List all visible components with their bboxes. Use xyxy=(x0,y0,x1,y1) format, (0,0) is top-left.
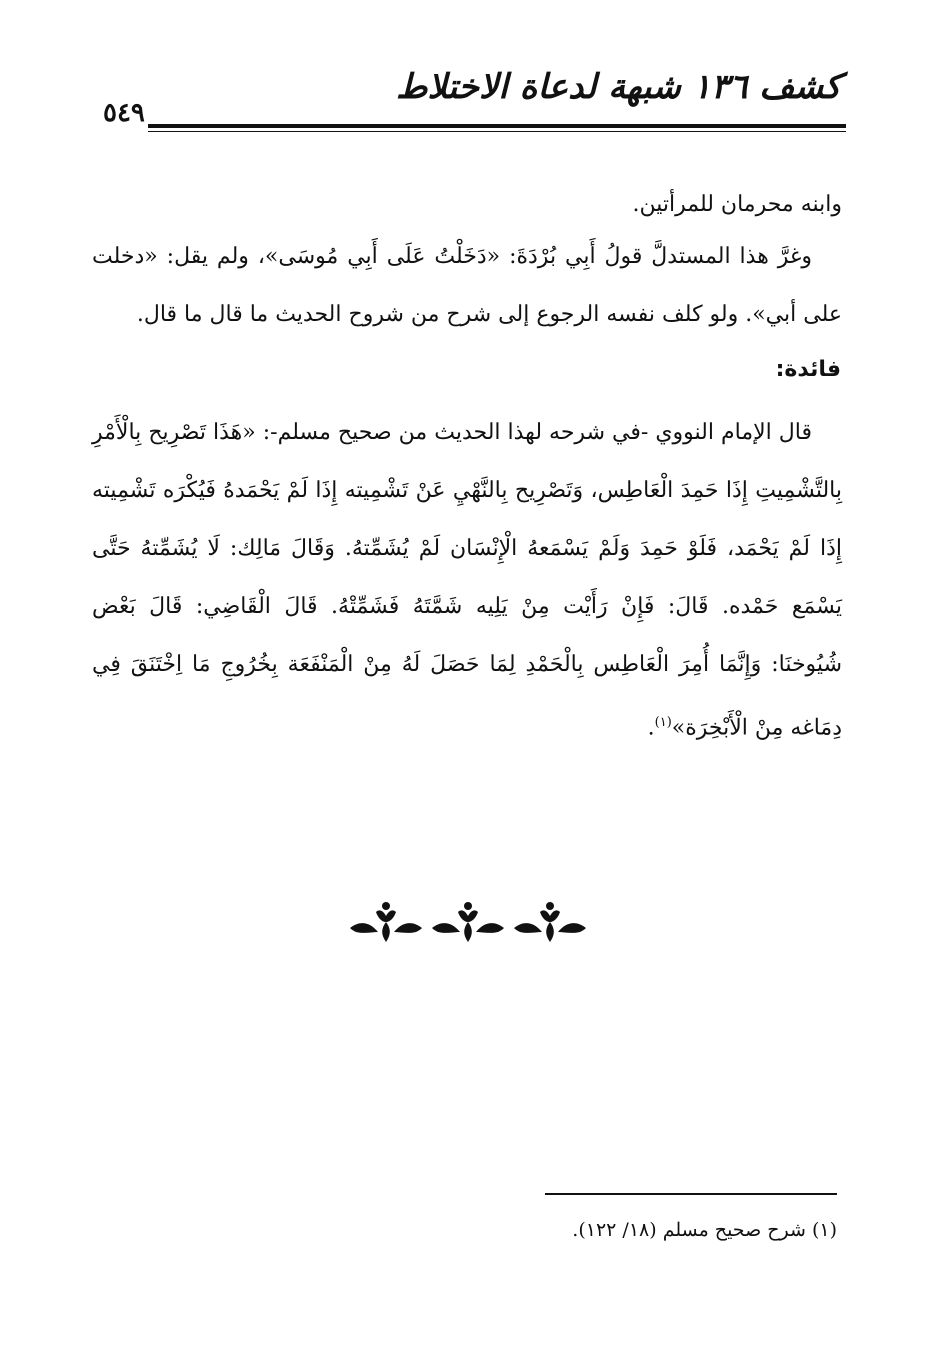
section-heading: فائدة: xyxy=(775,357,841,382)
footnote-rule xyxy=(545,1193,837,1195)
header-rule xyxy=(148,124,846,128)
floral-ornament-icon xyxy=(346,898,586,948)
page-number: ٥٤٩ xyxy=(103,98,145,128)
footnote: (١) شرح صحيح مسلم (١٨/ ١٢٢). xyxy=(572,1219,837,1241)
paragraph-3-text: قال الإمام النووي -في شرحه لهذا الحديث من صحيح مسلم-: «هَذَا تَصْرِيح بِالْأَمْرِ بِالتَّشْمِيتِ إِذَا حَمِدَ الْعَاطِس، وَتَصْرِيح بِالنَّهْيِ عَنْ تَشْمِيته إِذَا لَمْ يَحْمَدهُ فَيُكْرَه تَشْمِيته إِذَا لَمْ يَحْمَد، فَلَوْ حَمِدَ وَلَمْ يَسْمَعهُ الْإِنْسَان لَمْ يُشَمِّتهُ. وَقَالَ مَالِك: لَا يُشَمِّتهُ حَتَّى يَسْمَع حَمْده. قَالَ: فَإِنْ رَأَيْت مِنْ يَلِيه شَمَّتَهُ فَشَمِّتْهُ. قَالَ الْقَاضِي: قَالَ بَعْض شُيُوخنَا: وَإِنَّمَا أُمِرَ الْعَاطِس بِالْحَمْدِ لِمَا حَصَلَ لَهُ مِنْ الْمَنْفَعَة بِخُرُوجِ مَا اِخْتَنَقَ فِي دِمَاغه مِنْ الْأَبْخِرَة» xyxy=(92,420,842,741)
running-title: كشف ١٣٦ شبهة لدعاة الاختلاط xyxy=(395,67,841,107)
paragraph-1: وابنه محرمان للمرأتين. xyxy=(632,192,842,217)
header-rule-thin xyxy=(148,131,846,132)
paragraph-3-end: . xyxy=(647,715,655,741)
paragraph-2: وغرَّ هذا المستدلَّ قولُ أَبِي بُرْدَةَ: «دَخَلْتُ عَلَى أَبِي مُوسَى»، ولم يقل: «دخلت على أبي». ولو كلف نفسه الرجوع إلى شرح من شروح الحديث ما قال ما قال. xyxy=(92,244,842,327)
footnote-marker: (١) xyxy=(654,715,672,730)
paragraph-3 xyxy=(92,404,842,757)
